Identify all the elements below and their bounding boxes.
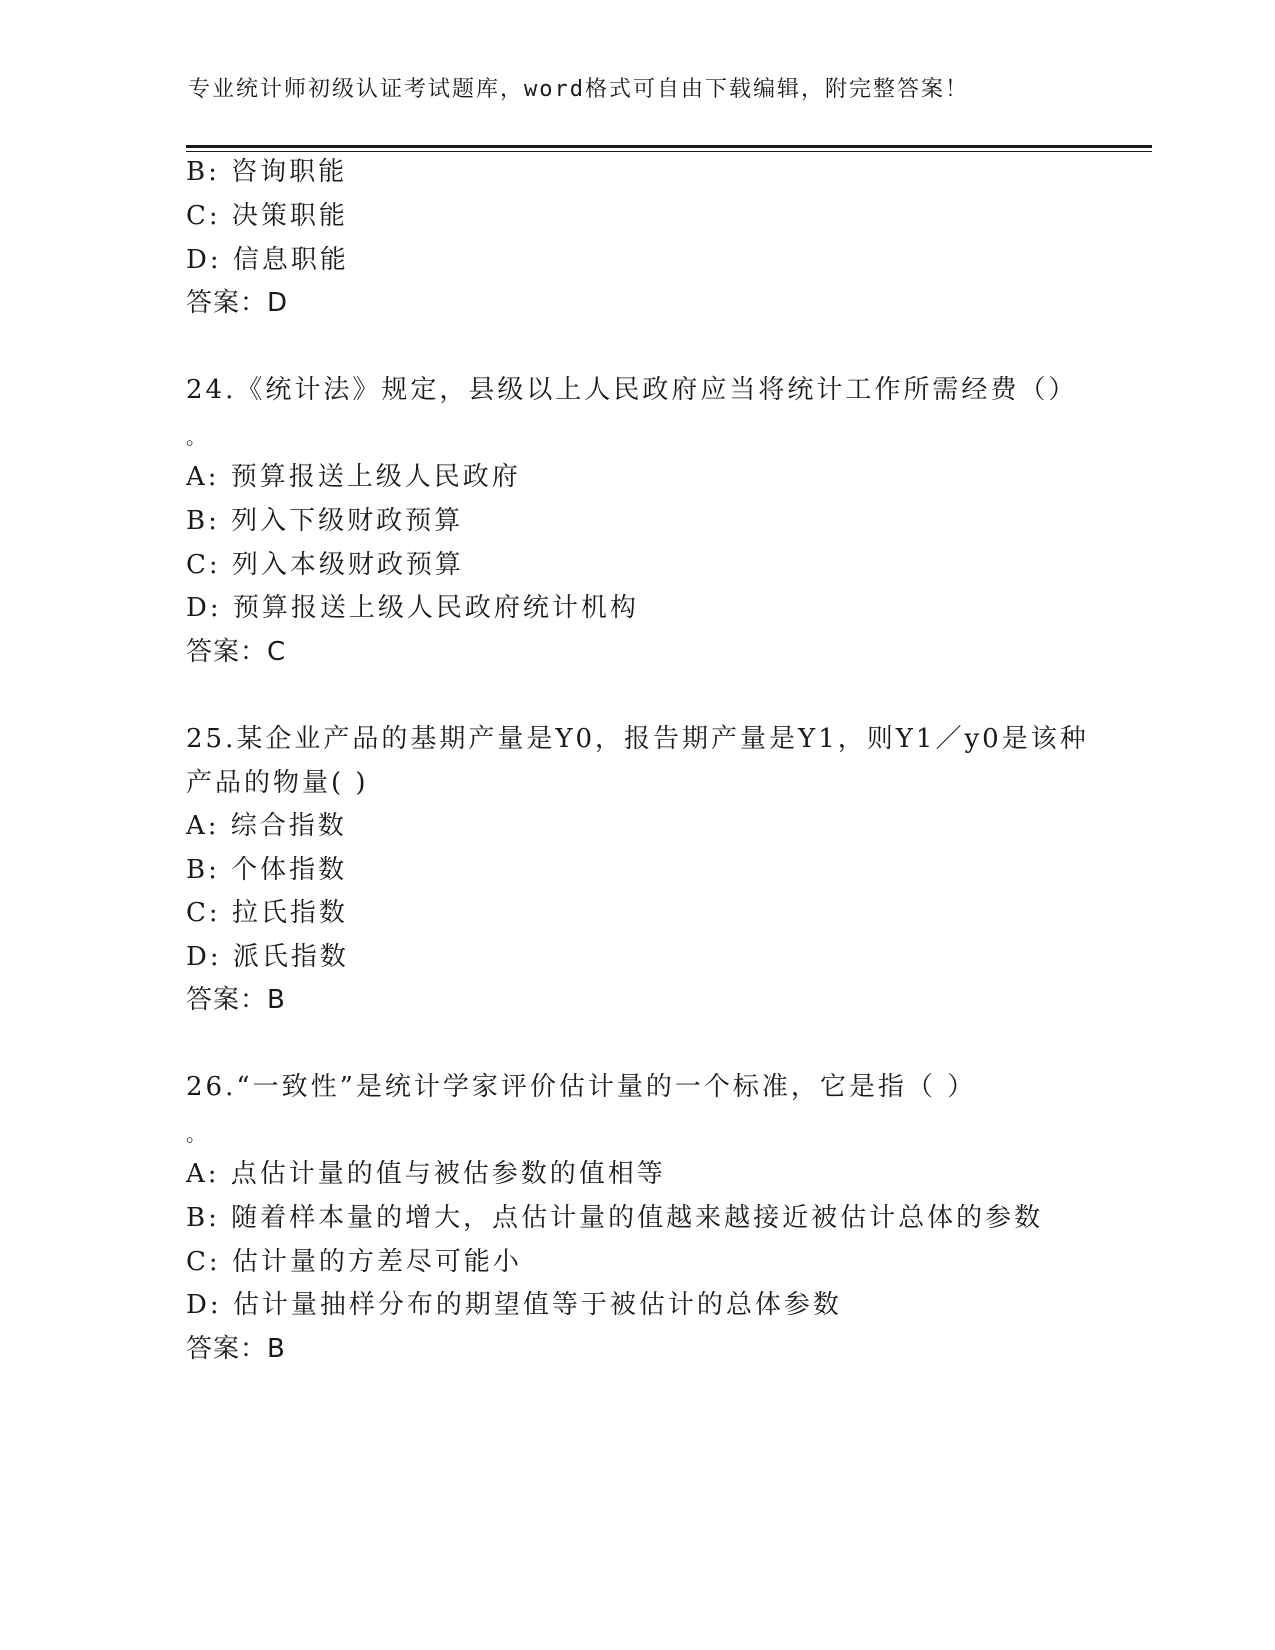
q24-option-b: B: 列入下级财政预算 xyxy=(186,506,464,536)
q26-option-b: B: 随着样本量的增大，点估计量的值越来越接近被估计总体的参数 xyxy=(186,1203,1044,1233)
q25-option-b: B: 个体指数 xyxy=(186,855,348,885)
header-divider-thin xyxy=(186,151,1152,152)
q26-stem-line2: 。 xyxy=(186,1122,209,1146)
q26-option-c: C: 估计量的方差尽可能小 xyxy=(186,1247,522,1277)
q23-option-b: B: 咨询职能 xyxy=(186,157,348,187)
q25-option-d: D: 派氏指数 xyxy=(186,942,349,972)
q26-option-d: D: 估计量抽样分布的期望值等于被估计的总体参数 xyxy=(186,1290,842,1320)
q25-stem-line1: 25.某企业产品的基期产量是Y0，报告期产量是Y1，则Y1／y0是该种 xyxy=(186,724,1089,754)
q26-stem-line1: 26.“一致性”是统计学家评价估计量的一个标准，它是指（ ） xyxy=(186,1072,977,1102)
header-divider-thick xyxy=(186,145,1152,148)
q23-option-d: D: 信息职能 xyxy=(186,245,349,275)
q25-option-c: C: 拉氏指数 xyxy=(186,898,348,928)
q24-answer: 答案：C xyxy=(186,637,287,667)
q24-option-d: D: 预算报送上级人民政府统计机构 xyxy=(186,593,639,623)
q26-option-a: A: 点估计量的值与被估参数的值相等 xyxy=(186,1159,666,1189)
q25-option-a: A: 综合指数 xyxy=(186,811,347,841)
q26-answer: 答案：B xyxy=(186,1334,286,1364)
q24-stem-line1: 24.《统计法》规定，县级以上人民政府应当将统计工作所需经费（） xyxy=(186,375,1078,405)
q24-option-a: A: 预算报送上级人民政府 xyxy=(186,462,521,492)
q25-answer: 答案：B xyxy=(186,985,286,1015)
q23-option-c: C: 决策职能 xyxy=(186,201,348,231)
page-header: 专业统计师初级认证考试题库，word格式可自由下载编辑，附完整答案！ xyxy=(188,77,969,102)
q23-answer: 答案：D xyxy=(186,288,289,318)
q24-option-c: C: 列入本级财政预算 xyxy=(186,550,464,580)
q24-stem-line2: 。 xyxy=(186,425,209,449)
q25-stem-line2: 产品的物量( ) xyxy=(186,768,369,798)
